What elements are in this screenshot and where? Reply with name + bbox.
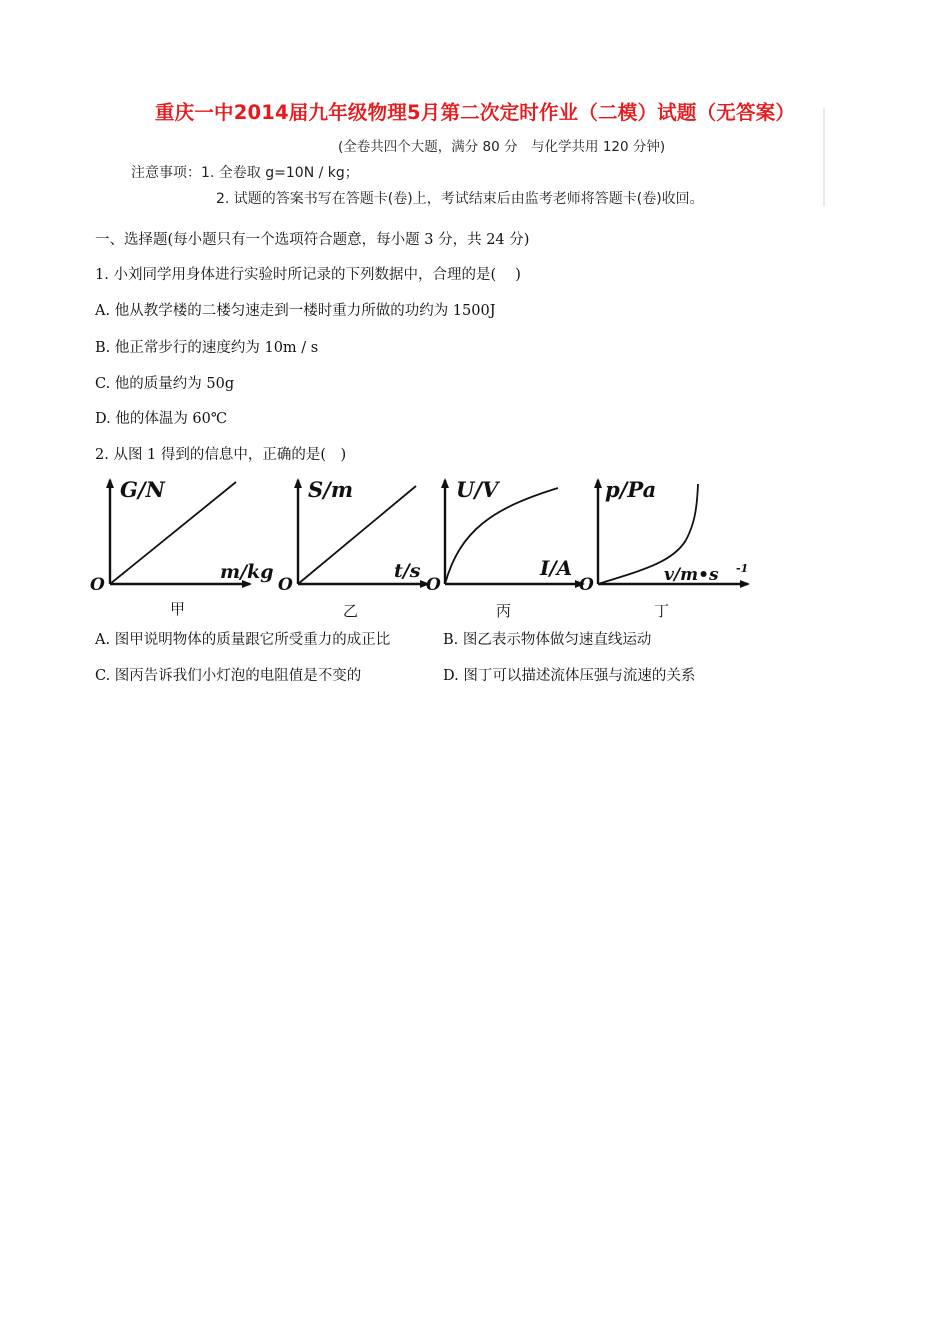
graph-bing-ylabel: U/V bbox=[456, 477, 499, 502]
question-2-option-d: D. 图丁可以描述流体压强与流速的关系 bbox=[443, 668, 696, 684]
graph-ding-xlabel-superscript: -1 bbox=[736, 562, 749, 575]
graph-yi-xlabel: t/s bbox=[394, 560, 421, 582]
question-1-option-a: A. 他从教学楼的二楼匀速走到一楼时重力所做的功约为 1500J bbox=[95, 303, 496, 319]
graph-jia-origin: O bbox=[90, 575, 105, 595]
graph-bing-xlabel: I/A bbox=[540, 556, 573, 580]
graph-jia-ylabel: G/N bbox=[120, 477, 165, 502]
question-2-option-c: C. 图丙告诉我们小灯泡的电阻值是不变的 bbox=[95, 668, 362, 684]
graph-bing-origin: O bbox=[426, 575, 441, 595]
document-title: 重庆一中2014届九年级物理5月第二次定时作业（二模）试题（无答案） bbox=[154, 101, 796, 124]
graph-yi-caption: 乙 bbox=[343, 602, 359, 620]
graph-yi-origin: O bbox=[278, 575, 293, 595]
exam-info: (全卷共四个大题，满分 80 分 与化学共用 120 分钟) bbox=[338, 139, 666, 155]
notice-line-2: 2. 试题的答案书写在答题卡(卷)上，考试结束后由监考老师将答题卡(卷)收回。 bbox=[216, 191, 704, 207]
question-1-option-b: B. 他正常步行的速度约为 10m / s bbox=[95, 340, 319, 356]
question-2-option-a: A. 图甲说明物体的质量跟它所受重力的成正比 bbox=[95, 632, 391, 648]
graph-bing bbox=[426, 477, 583, 620]
graph-jia-xlabel: m/kg bbox=[220, 561, 274, 583]
question-1-option-d: D. 他的体温为 60℃ bbox=[95, 411, 228, 427]
scan-edge-line bbox=[823, 108, 825, 206]
section-heading: 一、选择题(每小题只有一个选项符合题意，每小题 3 分，共 24 分) bbox=[95, 232, 530, 248]
graph-ding-xlabel: v/m•s bbox=[664, 565, 719, 585]
graph-yi-ylabel: S/m bbox=[308, 477, 354, 502]
graph-yi bbox=[278, 477, 428, 620]
graph-jia bbox=[90, 477, 274, 618]
question-1-stem: 1. 小刘同学用身体进行实验时所记录的下列数据中，合理的是( ) bbox=[95, 267, 521, 283]
question-2-stem: 2. 从图 1 得到的信息中，正确的是( ) bbox=[95, 447, 347, 463]
question-2-option-b: B. 图乙表示物体做匀速直线运动 bbox=[443, 632, 652, 648]
notice-line-1: 注意事项：1. 全卷取 g=10N / kg； bbox=[131, 165, 359, 181]
figure-1-graphs bbox=[88, 470, 768, 625]
graph-ding-ylabel: p/Pa bbox=[605, 477, 657, 502]
question-1-option-c: C. 他的质量约为 50g bbox=[95, 376, 235, 392]
graph-ding bbox=[579, 477, 748, 620]
graph-bing-caption: 丙 bbox=[496, 602, 512, 620]
graph-ding-origin: O bbox=[579, 575, 594, 595]
graph-jia-caption: 甲 bbox=[170, 600, 186, 618]
graph-ding-caption: 丁 bbox=[654, 602, 670, 620]
